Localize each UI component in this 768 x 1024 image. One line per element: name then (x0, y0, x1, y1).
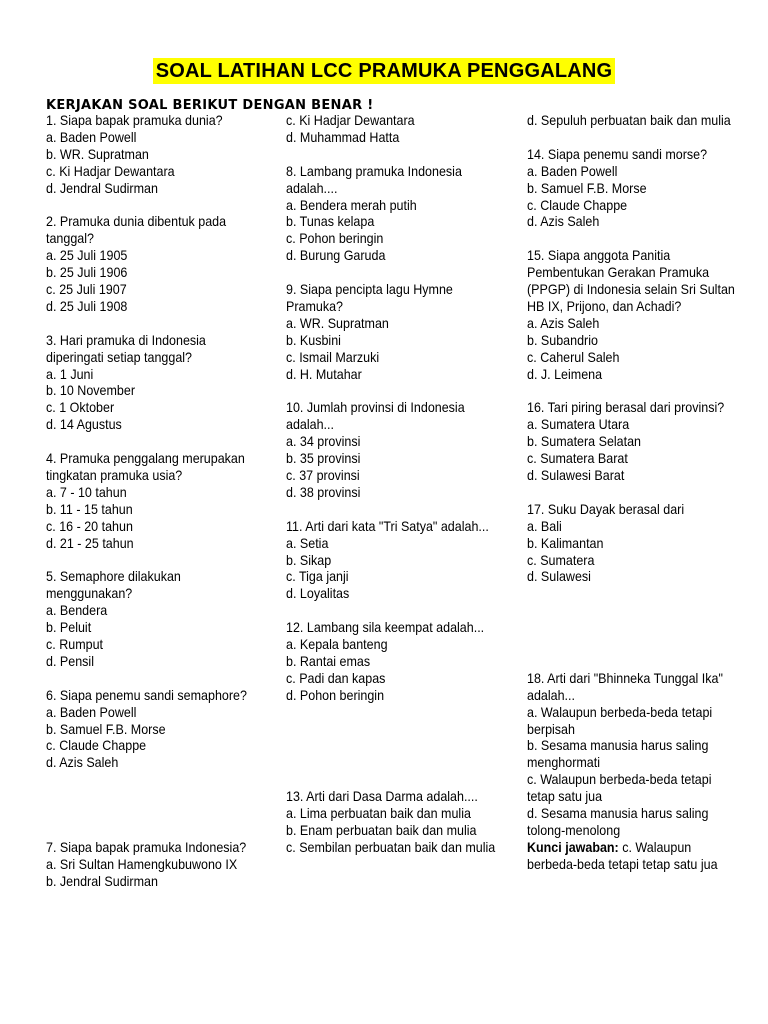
option: d. Azis Saleh (527, 214, 600, 230)
option: c. Pohon beringin (286, 231, 384, 247)
question-9 (286, 282, 496, 383)
option: a. Kepala banteng (286, 637, 388, 653)
option: c. Tiga janji (286, 569, 349, 585)
option: b. Samuel F.B. Morse (46, 721, 166, 737)
question-text: 17. Suku Dayak berasal dari (527, 501, 685, 517)
option: a. Sri Sultan Hamengkubuwono IX (46, 856, 238, 872)
option: c. Walaupun berbeda-beda tetapi tetap satu jua (527, 772, 712, 805)
question-16 (527, 400, 737, 485)
question-1 (46, 113, 256, 198)
option: b. Kalimantan (527, 535, 604, 551)
option: b. Rantai emas (286, 653, 371, 669)
option: c. Ismail Marzuki (286, 349, 380, 365)
column-2 (286, 113, 496, 857)
option: b. Sesama manusia harus saling menghormati (527, 738, 709, 771)
option: c. Claude Chappe (46, 738, 147, 754)
answer-key-label: Kunci jawaban: (527, 839, 619, 855)
option: d. Pohon beringin (286, 687, 385, 703)
question-4 (46, 451, 256, 552)
option: d. Pensil (46, 653, 94, 669)
question-text: 3. Hari pramuka di Indonesia diperingati setiap tanggal? (46, 332, 206, 365)
option: d. Sesama manusia harus saling tolong-menolong (527, 806, 709, 838)
option: c. Claude Chappe (527, 197, 628, 213)
question-18 (527, 671, 737, 874)
option: a. Setia (286, 535, 329, 551)
option: c. 1 Oktober (46, 400, 115, 416)
option: a. Sumatera Utara (527, 417, 630, 433)
option: d. Loyalitas (286, 586, 350, 602)
option: a. Bendera merah putih (286, 197, 417, 213)
option: a. 1 Juni (46, 366, 94, 382)
option: b. Sikap (286, 552, 332, 568)
question-2 (46, 214, 256, 315)
option: b. Subandrio (527, 332, 598, 348)
option: d. 14 Agustus (46, 417, 122, 433)
title-wrap (0, 58, 768, 84)
column-3 (527, 113, 737, 874)
question-10 (286, 400, 496, 501)
question-text: 15. Siapa anggota Panitia Pembentukan Gerakan Pramuka (PPGP) di Indonesia selain Sri Sultan HB IX, Prijono, dan Achadi? (527, 248, 735, 314)
question-text: 18. Arti dari "Bhinneka Tunggal Ika" adalah... (527, 670, 723, 703)
option: b. Samuel F.B. Morse (527, 180, 647, 196)
question-8 (286, 164, 496, 265)
answer-key-text: c. Walaupun berbeda-beda tetapi tetap satu jua (527, 839, 718, 872)
option: a. 34 provinsi (286, 434, 361, 450)
option: d. 38 provinsi (286, 484, 361, 500)
question-14 (527, 147, 737, 232)
question-text: 5. Semaphore dilakukan menggunakan? (46, 569, 181, 602)
option: b. Enam perbuatan baik dan mulia (286, 822, 477, 838)
question-12 (286, 620, 496, 705)
option: d. Muhammad Hatta (286, 129, 400, 145)
question-text: 10. Jumlah provinsi di Indonesia adalah... (286, 400, 465, 433)
option: a. WR. Supratman (286, 315, 389, 331)
instruction: KERJAKAN SOAL BERIKUT DENGAN BENAR ! (46, 98, 374, 113)
option: c. Sumatera Barat (527, 451, 628, 467)
answer-key (527, 840, 737, 874)
question-text: 12. Lambang sila keempat adalah... (286, 620, 485, 636)
option: d. Burung Garuda (286, 248, 386, 264)
page-title: SOAL LATIHAN LCC PRAMUKA PENGGALANG (153, 58, 616, 84)
option: a. Bendera (46, 603, 108, 619)
question-text: 13. Arti dari Dasa Darma adalah.... (286, 789, 478, 805)
option: c. 37 provinsi (286, 467, 360, 483)
option: c. Ki Hadjar Dewantara (46, 163, 175, 179)
question-3 (46, 333, 256, 434)
option: b. Peluit (46, 620, 92, 636)
option: c. Ki Hadjar Dewantara (286, 113, 415, 128)
option: b. Sumatera Selatan (527, 434, 642, 450)
option: a. Baden Powell (527, 163, 618, 179)
option: c. Padi dan kapas (286, 670, 386, 686)
option: d. Sulawesi (527, 569, 591, 585)
option: b. 10 November (46, 383, 135, 399)
option: b. WR. Supratman (46, 146, 149, 162)
question-text: 4. Pramuka penggalang merupakan tingkatan pramuka usia? (46, 451, 245, 483)
option: c. Sumatera (527, 552, 595, 568)
option: d. Jendral Sudirman (46, 180, 158, 196)
question-text: 6. Siapa penemu sandi semaphore? (46, 687, 247, 703)
option: d. Sepuluh perbuatan baik dan mulia (527, 113, 731, 128)
option: b. Kusbini (286, 332, 341, 348)
option: c. Sembilan perbuatan baik dan mulia (286, 839, 496, 855)
option: b. 25 Juli 1906 (46, 265, 128, 281)
option: c. 25 Juli 1907 (46, 282, 127, 298)
option: a. Baden Powell (46, 129, 137, 145)
option: d. 25 Juli 1908 (46, 298, 128, 314)
question-15 (527, 248, 737, 383)
question-text: 1. Siapa bapak pramuka dunia? (46, 113, 223, 128)
question-text: 9. Siapa pencipta lagu Hymne Pramuka? (286, 282, 453, 314)
question-5 (46, 569, 256, 670)
option: a. 7 - 10 tahun (46, 484, 127, 500)
question-text: 2. Pramuka dunia dibentuk pada tanggal? (46, 214, 227, 247)
question-text: 14. Siapa penemu sandi morse? (527, 146, 708, 162)
option: b. Tunas kelapa (286, 214, 375, 230)
option: b. Jendral Sudirman (46, 873, 158, 889)
question-text: 8. Lambang pramuka Indonesia adalah.... (286, 163, 462, 196)
option: d. H. Mutahar (286, 366, 362, 382)
option: b. 11 - 15 tahun (46, 501, 133, 517)
question-11 (286, 519, 496, 604)
question-13 (286, 789, 496, 857)
question-7-cont (286, 113, 496, 147)
option: d. 21 - 25 tahun (46, 535, 134, 551)
question-7 (46, 840, 256, 891)
option: c. 16 - 20 tahun (46, 518, 133, 534)
option: d. Azis Saleh (46, 755, 119, 771)
question-6 (46, 688, 256, 773)
question-17 (527, 502, 737, 587)
question-text: 7. Siapa bapak pramuka Indonesia? (46, 839, 247, 855)
option: a. Bali (527, 518, 562, 534)
option: a. Lima perbuatan baik dan mulia (286, 806, 471, 822)
option: c. Rumput (46, 637, 103, 653)
option: a. Baden Powell (46, 704, 137, 720)
option: a. 25 Juli 1905 (46, 248, 128, 264)
question-13-cont (527, 113, 737, 130)
option: a. Walaupun berbeda-beda tetapi berpisah (527, 704, 713, 737)
question-text: 16. Tari piring berasal dari provinsi? (527, 400, 725, 416)
option: c. Caherul Saleh (527, 349, 620, 365)
option: b. 35 provinsi (286, 451, 361, 467)
option: d. J. Leimena (527, 366, 603, 382)
option: d. Sulawesi Barat (527, 467, 625, 483)
question-text: 11. Arti dari kata "Tri Satya" adalah... (286, 518, 489, 534)
option: a. Azis Saleh (527, 315, 600, 331)
column-1 (46, 113, 256, 891)
